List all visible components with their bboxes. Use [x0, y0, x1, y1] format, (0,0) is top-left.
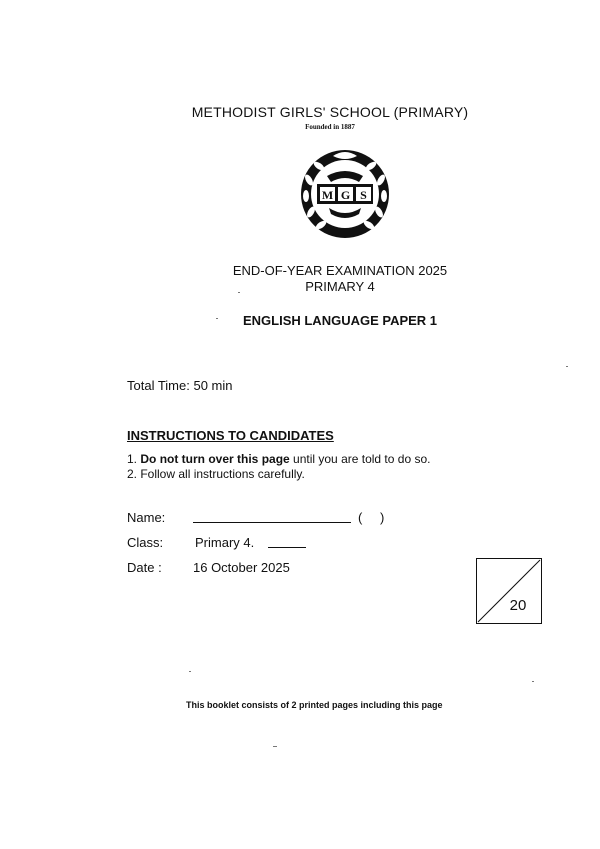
- instructions-list: [127, 452, 430, 482]
- instruction-item: [127, 467, 430, 482]
- total-time: Total Time: 50 min: [127, 378, 233, 393]
- founded-year: Founded in 1887: [305, 123, 355, 131]
- crest-letter-s: S: [360, 188, 367, 202]
- scan-speck: [273, 746, 277, 747]
- score-box: [476, 558, 542, 624]
- instruction-text: Follow all instructions carefully.: [137, 467, 305, 481]
- instruction-text: until you are told to do so.: [289, 452, 431, 466]
- scan-speck: [238, 292, 240, 293]
- name-label: Name:: [127, 510, 166, 525]
- class-field[interactable]: [268, 547, 306, 548]
- booklet-note: This booklet consists of 2 printed pages including this page: [186, 700, 443, 710]
- crest-letter-g: G: [340, 188, 351, 202]
- school-crest-icon: [299, 146, 391, 242]
- exam-level: PRIMARY 4: [305, 279, 375, 294]
- class-label: Class:: [127, 535, 164, 550]
- name-field[interactable]: [193, 522, 351, 523]
- instruction-number: 1.: [127, 452, 138, 466]
- instruction-item: [127, 452, 430, 467]
- scan-speck: [532, 681, 534, 682]
- paper-title: ENGLISH LANGUAGE PAPER 1: [242, 313, 438, 328]
- crest-letter-m: M: [321, 188, 334, 202]
- scan-speck: [566, 366, 568, 367]
- instructions-heading: INSTRUCTIONS TO CANDIDATES: [127, 428, 334, 443]
- exam-title: END-OF-YEAR EXAMINATION 2025: [232, 263, 448, 278]
- scan-speck: [216, 318, 218, 319]
- date-value: 16 October 2025: [193, 560, 290, 575]
- instruction-emphasis: Do not turn over this page: [140, 452, 290, 466]
- class-value: Primary 4.: [195, 535, 255, 550]
- instruction-number: 2.: [127, 467, 138, 481]
- register-number-field[interactable]: ( ): [358, 510, 385, 525]
- date-label: Date :: [127, 560, 162, 575]
- scan-speck: [189, 671, 191, 672]
- score-total: 20: [509, 597, 527, 614]
- school-name: METHODIST GIRLS' SCHOOL (PRIMARY): [191, 104, 469, 120]
